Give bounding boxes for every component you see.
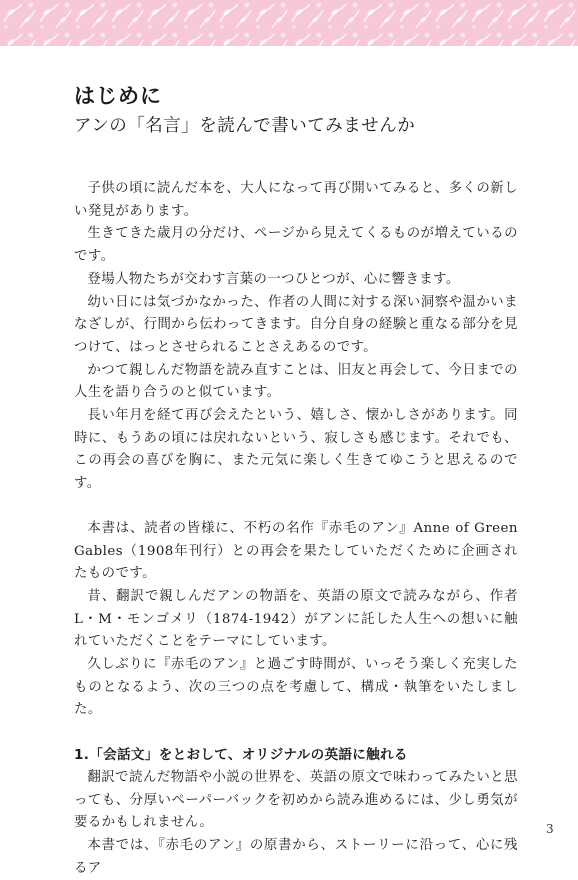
paragraph: 生きてきた歳月の分だけ、ページから見えてくるものが増えているのです。 [74, 226, 518, 265]
chapter-heading [74, 82, 534, 138]
chapter-subtitle: アンの「名言」を読んで書いてみませんか [74, 116, 416, 136]
chapter-title: はじめに [74, 84, 162, 108]
paragraph: 登場人物たちが交わす言葉の一つひとつが、心に響きます。 [87, 271, 460, 287]
paragraph: 昔、翻訳で親しんだアンの物語を、英語の原文で読みながら、作者L・M・モンゴメリ（1874-1942）がアンに託した人生への想いに触れていただくことをテーマにしています。 [74, 588, 518, 650]
body-text [74, 178, 518, 880]
decorative-pink-banner [0, 0, 578, 46]
section-heading: 1.「会話文」をとおして、オリジナルの英語に触れる [74, 747, 408, 764]
paragraph: 久しぶりに『赤毛のアン』と過ごす時間が、いっそう楽しく充実したものとなるよう、次の三つの点を考慮して、構成・執筆をいたしました。 [74, 657, 518, 718]
paragraph: 本書は、読者の皆様に、不朽の名作『赤毛のアン』Anne of Green Gables（1908年刊行）との再会を果たしていただくために企画されたものです。 [74, 520, 518, 582]
floral-pattern [0, 0, 578, 46]
paragraph: 長い年月を経て再び会えたという、嬉しさ、懐かしさがあります。同時に、もうあの頃には戻れないという、寂しさも感じます。それでも、この再会の喜びを胸に、また元気に楽しく生きてゆこうと思えるのです。 [74, 408, 518, 492]
paragraph: 幼い日には気づかなかった、作者の人間に対する深い洞察や温かいまなざしが、行間から伝わってきます。自分自身の経験と重なる部分を見つけて、はっとさせられることさえあるのです。 [74, 294, 518, 355]
paragraph: かつて親しんだ物語を読み直すことは、旧友と再会して、今日までの人生を語り合うのと似ています。 [74, 362, 518, 401]
page-number: 3 [546, 822, 554, 836]
paragraph: 子供の頃に読んだ本を、大人になって再び開いてみると、多くの新しい発見があります。 [74, 181, 518, 219]
paragraph-gap [74, 496, 518, 518]
paragraph: 翻訳で読んだ物語や小説の世界を、英語の原文で味わってみたいと思っても、分厚いペーパーバックを初めから読み進めるには、少し勇気が要るかもしれません。 [74, 769, 518, 831]
paragraph-gap [74, 722, 518, 744]
paragraph: 本書では、『赤毛のアン』の原書から、ストーリーに沿って、心に残るア [74, 837, 518, 876]
